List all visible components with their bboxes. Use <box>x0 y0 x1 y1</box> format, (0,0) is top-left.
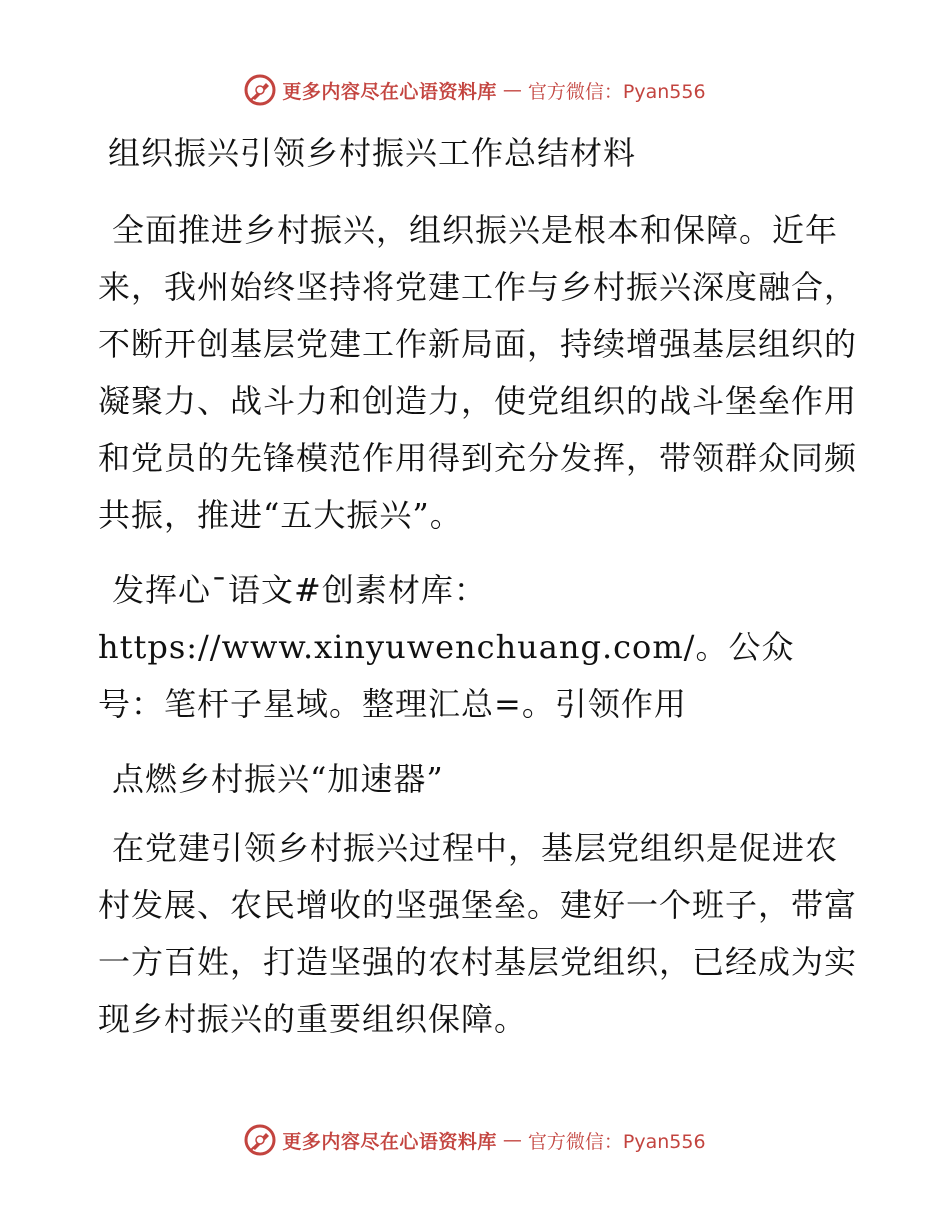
paragraph-intro: 全面推进乡村振兴，组织振兴是根本和保障。近年来，我州始终坚持将党建工作与乡村振兴深度融合，不断开创基层党建工作新局面，持续增强基层组织的凝聚力、战斗力和创造力，使党组织的战斗堡垒作用和党员的先锋模范作用得到充分发挥，带领群众同频共振，推进“五大振兴”。 <box>98 211 858 534</box>
document-title: 组织振兴引领乡村振兴工作总结材料 <box>108 134 637 172</box>
header-brand <box>244 74 705 106</box>
footer-brand <box>244 1124 705 1156</box>
header-brand-text: 更多内容尽在心语资料库 <box>282 80 497 103</box>
header-separator: — <box>502 79 522 101</box>
section-heading: 点燃乡村振兴“加速器” <box>112 760 444 798</box>
header-contact: 官方微信：Pyan556 <box>527 80 706 103</box>
footer-brand-text: 更多内容尽在心语资料库 <box>282 1130 497 1153</box>
paragraph-source: 发挥心¯语文#创素材库：https://www.xinyuwenchuang.com/。公众号：笔杆子星域。整理汇总=。引领作用 <box>98 571 795 723</box>
paragraph-body: 在党建引领乡村振兴过程中，基层党组织是促进农村发展、农民增收的坚强堡垒。建好一个班子，带富一方百姓，打造坚强的农村基层党组织，已经成为实现乡村振兴的重要组织保障。 <box>98 829 858 1038</box>
page-footer <box>0 1120 950 1160</box>
footer-separator: — <box>502 1129 522 1151</box>
document-body <box>98 125 858 1066</box>
page-header <box>0 70 950 110</box>
footer-contact: 官方微信：Pyan556 <box>527 1130 706 1153</box>
quill-circle-logo-icon <box>244 1124 276 1156</box>
quill-circle-logo-icon <box>244 74 276 106</box>
